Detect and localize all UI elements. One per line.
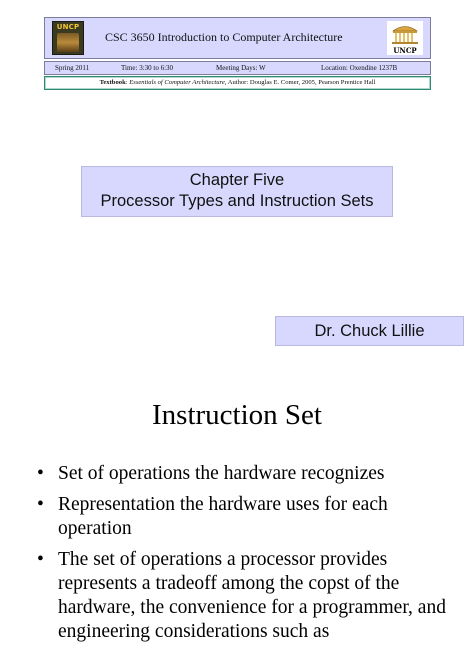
columns-building-icon: [391, 22, 419, 44]
course-info-bar: [44, 61, 431, 75]
textbook-title: Essentials of Computer Architecture: [129, 79, 225, 86]
textbook-details: , Author: Douglas E. Comer, 2005, Pearson Prentice Hall: [224, 79, 376, 86]
bullet-text: Set of operations the hardware recognizes: [58, 463, 385, 484]
university-crest-icon: [57, 33, 79, 52]
time-text: Time: 3:30 to 6:30: [121, 64, 174, 72]
meeting-days-text: Meeting Days: W: [216, 64, 266, 72]
bullet-icon: •: [37, 463, 44, 484]
bullet-text: The set of operations a processor provides represents a tradeoff among the copst of the hardware, the convenience for a programmer, and engineering considerations such as: [58, 549, 446, 642]
slide-heading: Instruction Set: [152, 399, 322, 431]
semester-text: Spring 2011: [55, 64, 90, 72]
bullet-list: [37, 462, 457, 651]
bullet-icon: •: [37, 494, 44, 515]
uncp-logo-right: [387, 21, 423, 55]
textbook-label: Textbook: [99, 79, 126, 86]
list-item: [37, 493, 457, 541]
location-text: Location: Oxendine 1237B: [321, 64, 398, 72]
bullet-icon: •: [37, 549, 44, 570]
course-header: [44, 17, 431, 91]
chapter-number: Chapter Five: [189, 171, 285, 189]
course-title-panel: [44, 17, 431, 59]
uncp-logo-left-text: UNCP: [56, 23, 80, 31]
author-box: Dr. Chuck Lillie: [275, 316, 464, 346]
list-item: [37, 462, 457, 486]
chapter-title-box: [81, 166, 393, 217]
textbook-separator: :: [125, 79, 130, 86]
chapter-title: Processor Types and Instruction Sets: [100, 192, 374, 210]
uncp-logo-right-text: UNCP: [393, 46, 417, 55]
textbook-bar: [44, 76, 431, 90]
uncp-logo-left: [52, 21, 84, 55]
bullet-text: Representation the hardware uses for each operation: [58, 494, 388, 539]
course-title: CSC 3650 Introduction to Computer Architecture: [105, 30, 343, 44]
list-item: [37, 548, 457, 644]
